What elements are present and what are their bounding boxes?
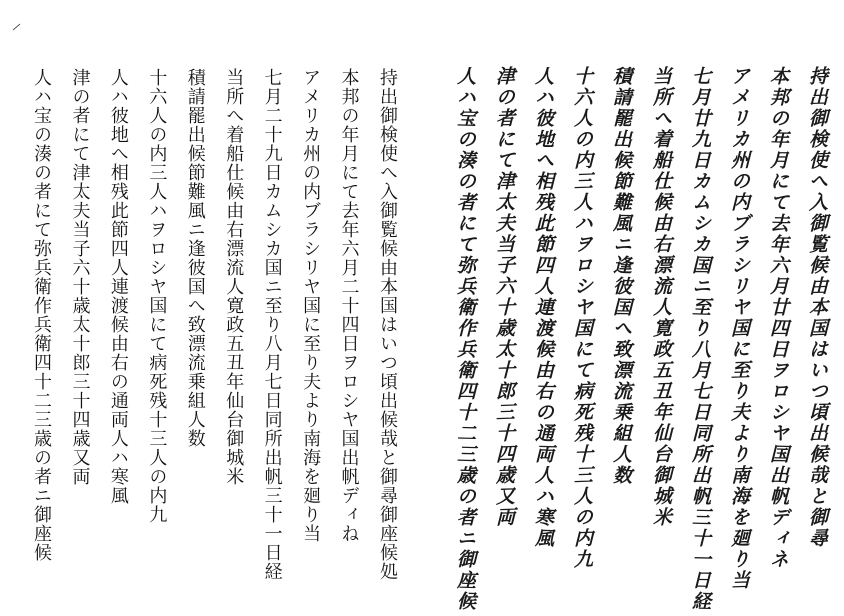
transcription-column-9: 津の者にて津太夫当子六十歳太十郎三十四歳又両 (69, 68, 91, 486)
manuscript-column-5: 当所へ着船仕候由右漂流人寛政五丑年仙台御城米 (649, 65, 672, 529)
manuscript-column-3: アメリカ州の内ブラシリヤ国に至り夫より南海を廻り当 (727, 65, 750, 592)
transcription-column-4: 七月二十九日カムシカ国ニ至り八月七日同所出帆三十一日経 (261, 68, 283, 581)
manuscript-column-6: 積請罷出候節難風ニ逢彼国へ致漂流乗組人数 (610, 65, 633, 487)
transcription-column-5: 当所へ着船仕候由右漂流人寛政五丑年仙台御城米 (223, 68, 245, 486)
manuscript-column-7: 十六人の内三人ハヲロシヤ国にて病死残十三人の内九 (571, 65, 594, 571)
transcription-column-10: 人ハ宝の湊の者にて弥兵衛作兵衛四十二三歳の者ニ御座候 (31, 68, 52, 562)
manuscript-column-8: 人ハ彼地へ相残此節四人連渡候由右の通両人ハ寒風 (532, 65, 555, 550)
transcription-column-8: 人ハ彼地へ相残此節四人連渡候由右の通両人ハ寒風 (107, 68, 129, 505)
transcription-column-6: 積請罷出候節難風ニ逢彼国へ致漂流乗組人数 (184, 68, 206, 448)
manuscript-column-4: 七月廿九日カムシカ国ニ至り八月七日同所出帆三十一日経 (688, 65, 711, 613)
manuscript-column-2: 本邦の年月にて去年六月廿四日ヲロシヤ国出帆ディネ (766, 65, 789, 571)
corner-stroke-mark (12, 22, 22, 32)
manuscript-column-10: 人ハ宝の湊の者にて弥兵衛作兵衛四十二三歳の者ニ御座候 (454, 65, 476, 613)
typed-transcription (28, 68, 400, 598)
manuscript-column-9: 津の者にて津太夫当子六十歳太十郎三十四歳又両 (493, 65, 516, 529)
transcription-column-1: 持出御検使へ入御覧候由本国はいつ頃出候哉と御尋御座候処 (376, 68, 398, 581)
manuscript-column-1: 持出御検使へ入御覧候由本国はいつ頃出候哉と御尋 (805, 65, 828, 550)
transcription-column-3: アメリカ州の内ブラシリヤ国に至り夫より南海を廻り当 (300, 68, 322, 543)
transcription-column-2: 本邦の年月にて去年六月二十四日ヲロシヤ国出帆ディね (338, 68, 360, 543)
handwritten-manuscript (448, 65, 834, 613)
transcription-column-7: 十六人の内三人ハヲロシヤ国にて病死残十三人の内九 (146, 68, 168, 524)
